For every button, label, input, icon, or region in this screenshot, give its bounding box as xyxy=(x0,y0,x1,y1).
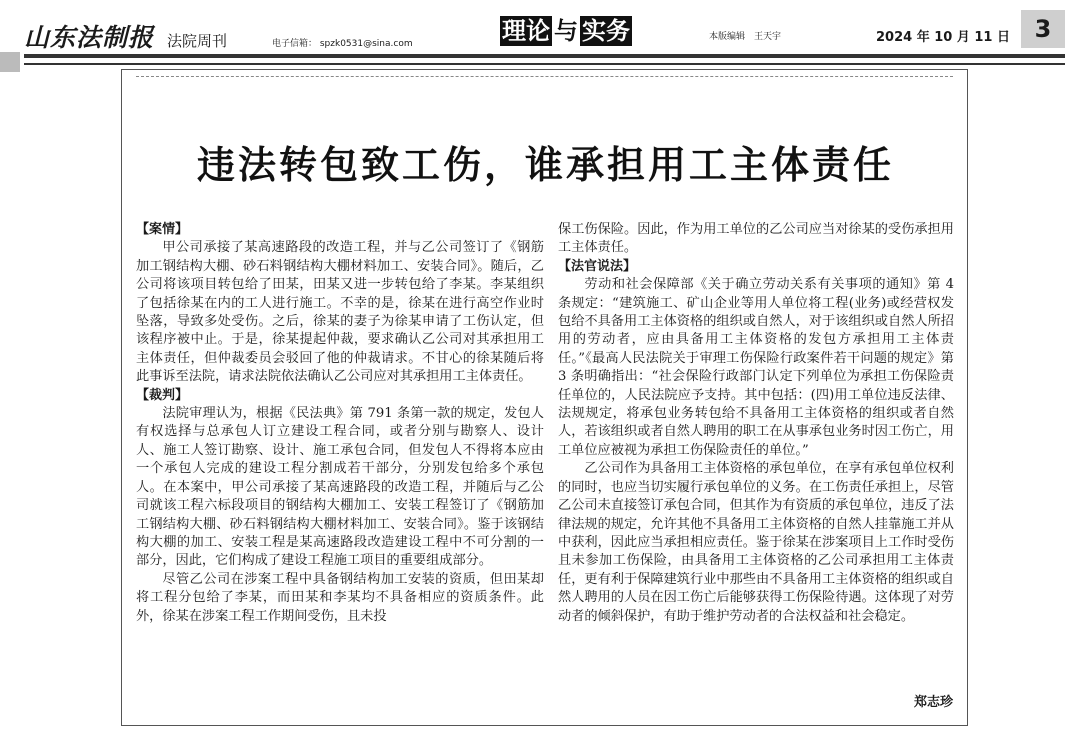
section-heading: 【裁判】 xyxy=(136,387,189,403)
section-name: 法院周刊 xyxy=(167,32,228,50)
paragraph: 法院审理认为，根据《民法典》第 791 条第一款的规定，发包人有权选择与总承包人订立建设工程合同，或者分别与勘察人、设计人、施工人签订勘察、设计、施工承包合同，但发包人不得将本应由一个承包人完成的建设工程分割成若干部分，分别发包给多个承包人。在本案中，甲公司承接了某高速路段的改造工程，并随后与乙公司就该工程六标段项目的钢结构大棚加工、安装工程签订了《钢筋加工钢结构大棚、砂石料钢结构大棚材料加工、安装合同》。鉴于该钢结构大棚的加工、安装工程是某高速路段改造建设工程中不可分割的一部分，因此，它们构成了建设工程施工项目的重要组成部分。 xyxy=(136,406,544,569)
page-title-part: 理论 xyxy=(502,17,550,45)
email-contact: 电子信箱： spzk0531@sina.com xyxy=(272,39,413,49)
page-number: 3 xyxy=(1021,10,1065,48)
paragraph: 尽管乙公司在涉案工程中具备钢结构加工安装的资质，但田某却将工程分包给了李某，而田某和李某均不具备相应的资质条件。此外，徐某在涉案工程工作期间受伤，且未投 xyxy=(136,571,544,624)
section-heading: 【案情】 xyxy=(136,222,189,237)
headline: 违法转包致工伤，谁承担用工主体责任 xyxy=(196,142,894,187)
byline: 郑志珍 xyxy=(913,695,953,710)
dashed-divider xyxy=(136,76,953,77)
paper-name: 山东法制报 xyxy=(24,23,155,52)
paragraph: 乙公司作为具备用工主体资格的承包单位，在享有承包单位权利的同时，也应当切实履行承包单位的义务。在工伤责任承担上，尽管乙公司未直接签订承包合同，但其作为有资质的承包单位，违反了法律法规的规定，允许其他不具备用工主体资格的自然人挂靠施工并从中获利，因此应当承担相应责任。鉴于徐某在涉案项目上工作时受伤且未参加工伤保险，由具备用工主体资格的乙公司承担用工主体责任，更有利于保障建筑行业中那些由不具备用工主体资格的组织或自然人聘用的人员在因工伤亡后能够获得工伤保险待遇。这体现了对劳动者的倾斜保护，有助于维护劳动者的合法权益和社会稳定。 xyxy=(558,461,954,624)
section-heading: 【法官说法】 xyxy=(558,258,637,274)
corner-block xyxy=(0,52,20,72)
page-title xyxy=(500,15,632,47)
page-title-part: 实务 xyxy=(582,17,630,45)
paragraph: 劳动和社会保障部《关于确立劳动关系有关事项的通知》第 4 条规定：“建筑施工、矿山企业等用人单位将工程(业务)或经营权发包给不具备用工主体资格的组织或自然人，对于该组织或自然人所招用的劳动者，应由具备用工主体资格的发包方承担用工主体责任。”《最高人民法院关于审理工伤保险行政案件若干问题的规定》第 3 条明确指出：“社会保险行政部门认定下列单位为承担工伤保险责任单位的，人民法院应予支持。其中包括：(四)用工单位违反法律、法规规定，将承包业务转包给不具备用工主体资格的组织或者自然人，若该组织或者自然人聘用的职工在从事承包业务时因工伤亡，用工单位应被视为承担工伤保险责任的单位。” xyxy=(558,277,954,458)
right-column xyxy=(558,221,954,626)
page-title-part: 与 xyxy=(554,17,578,45)
header-rule xyxy=(24,54,1065,58)
editor-credit: 本版编辑 王天宇 xyxy=(709,32,782,42)
paragraph: 保工伤保险。因此，作为用工单位的乙公司应当对徐某的受伤承担用工主体责任。 xyxy=(558,222,954,256)
header-rule-thin xyxy=(24,63,1065,65)
masthead xyxy=(0,0,1065,72)
issue-date: 2024 年 10 月 11 日 xyxy=(876,30,1010,45)
left-column xyxy=(136,221,544,626)
article xyxy=(121,69,968,726)
paragraph: 甲公司承接了某高速路段的改造工程，并与乙公司签订了《钢筋加工钢结构大棚、砂石料钢结构大棚材料加工、安装合同》。随后，乙公司将该项目转包给了田某，田某又进一步转包给了李某。李某组织了包括徐某在内的工人进行施工。不幸的是，徐某在进行高空作业时坠落，导致多处受伤。之后，徐某的妻子为徐某申请了工伤认定，但该程序被中止。于是，徐某提起仲裁，要求确认乙公司对其承担用工主体责任，但仲裁委员会驳回了他的仲裁请求。不甘心的徐某随后将此事诉至法院，请求法院依法确认乙公司应对其承担用工主体责任。 xyxy=(136,240,544,385)
